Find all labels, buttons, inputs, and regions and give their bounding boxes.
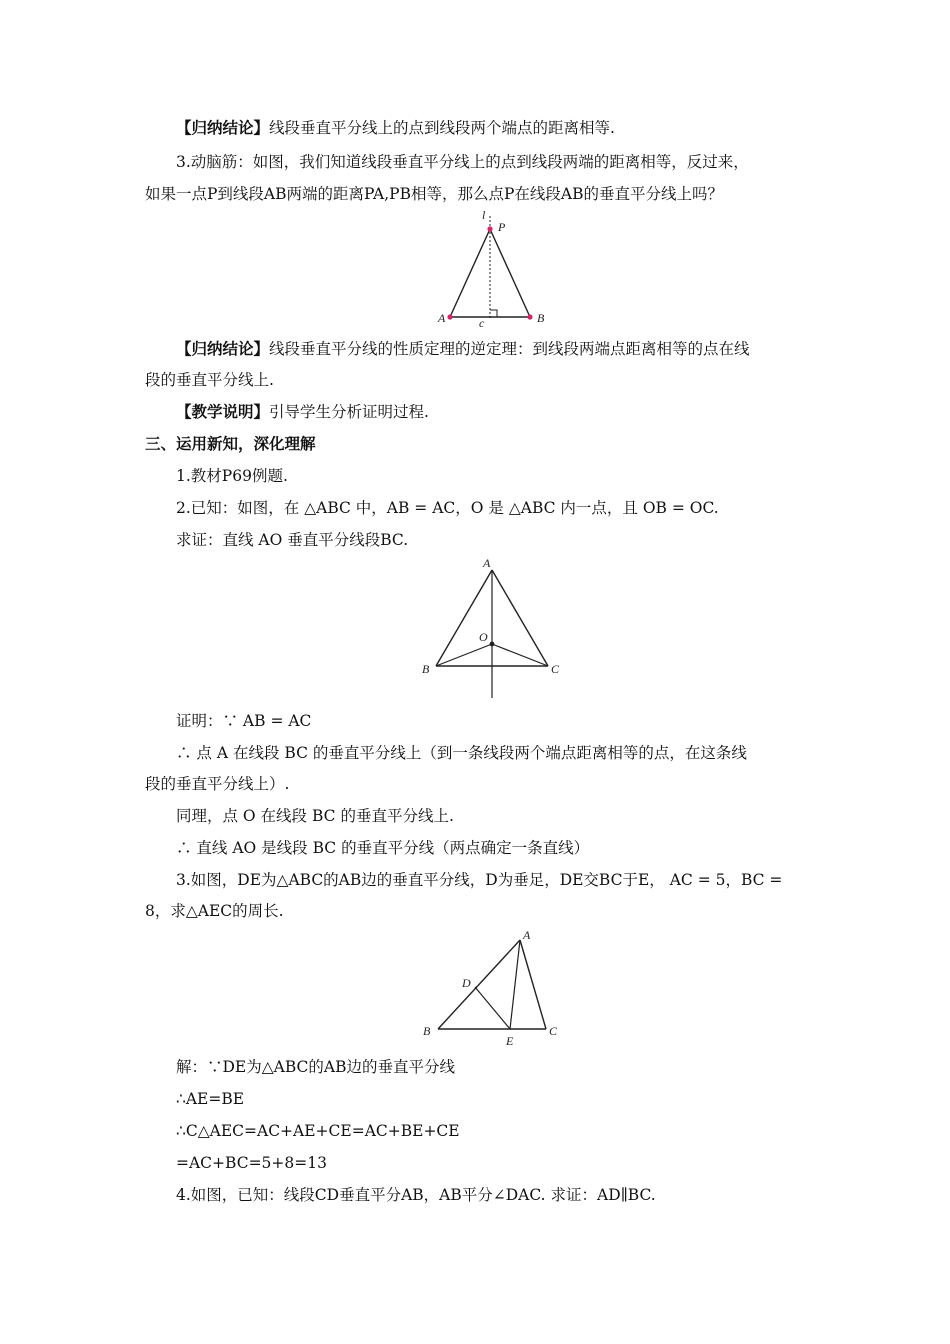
conclusion-2-line1 — [176, 339, 750, 359]
exercise-3-line1: 3.如图，DE为△ABC的AB边的垂直平分线，D为垂足，DE交BC于E， AC = 5，BC = — [176, 871, 783, 889]
solution-line2: ∴AE=BE — [176, 1090, 245, 1108]
conclusion-2-line2: 段的垂直平分线上. — [145, 371, 274, 389]
exercise-4: 4.如图，已知：线段CD垂直平分AB，AB平分∠DAC. 求证：AD∥BC. — [176, 1186, 656, 1204]
label-a: A — [523, 928, 531, 942]
label-b: B — [422, 662, 430, 676]
conclusion-tag: 【归纳结论】 — [176, 118, 270, 137]
solution-line4: =AC+BC=5+8=13 — [176, 1154, 327, 1172]
point-b — [527, 314, 532, 319]
point-a — [447, 314, 452, 319]
proof-line3: 段的垂直平分线上）. — [145, 775, 290, 793]
conclusion-text: 线段垂直平分线的性质定理的逆定理：到线段两端点距离相等的点在线 — [269, 340, 750, 358]
label-c: C — [551, 662, 560, 676]
figure-triangle-abc-de — [418, 924, 568, 1052]
label-a: A — [438, 311, 446, 325]
label-o: O — [479, 630, 488, 644]
conclusion-1 — [176, 118, 615, 138]
point-o — [490, 642, 495, 647]
proof-line1: 证明：∵ AB = AC — [176, 712, 312, 730]
conclusion-tag: 【归纳结论】 — [176, 339, 270, 358]
item3-line2: 如果一点P到线段AB两端的距离PA,PB相等，那么点P在线段AB的垂直平分线上吗？ — [145, 185, 723, 203]
figure-triangle-abc-o — [418, 556, 568, 702]
figure-perpendicular-bisector-converse — [420, 204, 560, 334]
teaching-note — [176, 402, 429, 422]
note-text: 引导学生分析证明过程. — [269, 403, 429, 421]
item3-line1: 3.动脑筋：如图，我们知道线段垂直平分线上的点到线段两端的距离相等，反过来， — [176, 153, 749, 171]
solution-line3: ∴C△AEC=AC+AE+CE=AC+BE+CE — [176, 1122, 460, 1140]
point-p — [487, 226, 492, 231]
label-a: A — [483, 556, 491, 570]
note-tag: 【教学说明】 — [176, 402, 270, 421]
exercise-2-line1: 2.已知：如图，在 △ABC 中，AB = AC，O 是 △ABC 内一点，且 OB = OC. — [176, 499, 719, 517]
proof-line5: ∴ 直线 AO 是线段 BC 的垂直平分线（两点确定一条直线） — [176, 839, 590, 857]
exercise-1: 1.教材P69例题. — [176, 467, 288, 485]
section-heading: 三、运用新知，深化理解 — [145, 434, 316, 453]
label-c: c — [479, 316, 485, 330]
solution-line1: 解：∵DE为△ABC的AB边的垂直平分线 — [176, 1058, 455, 1076]
conclusion-text: 线段垂直平分线上的点到线段两个端点的距离相等. — [269, 119, 615, 137]
label-d: D — [462, 976, 471, 990]
label-b: B — [423, 1024, 431, 1038]
label-e: E — [506, 1034, 514, 1048]
proof-line4: 同理，点 O 在线段 BC 的垂直平分线上. — [176, 807, 454, 825]
label-c: C — [549, 1024, 558, 1038]
label-p: P — [498, 220, 506, 234]
proof-line2: ∴ 点 A 在线段 BC 的垂直平分线上（到一条线段两个端点距离相等的点，在这条线 — [176, 744, 747, 762]
label-b: B — [537, 311, 545, 325]
exercise-3-line2: 8，求△AEC的周长. — [145, 902, 284, 920]
exercise-2-line2: 求证：直线 AO 垂直平分线段BC. — [176, 531, 409, 549]
label-l: l — [482, 208, 486, 222]
